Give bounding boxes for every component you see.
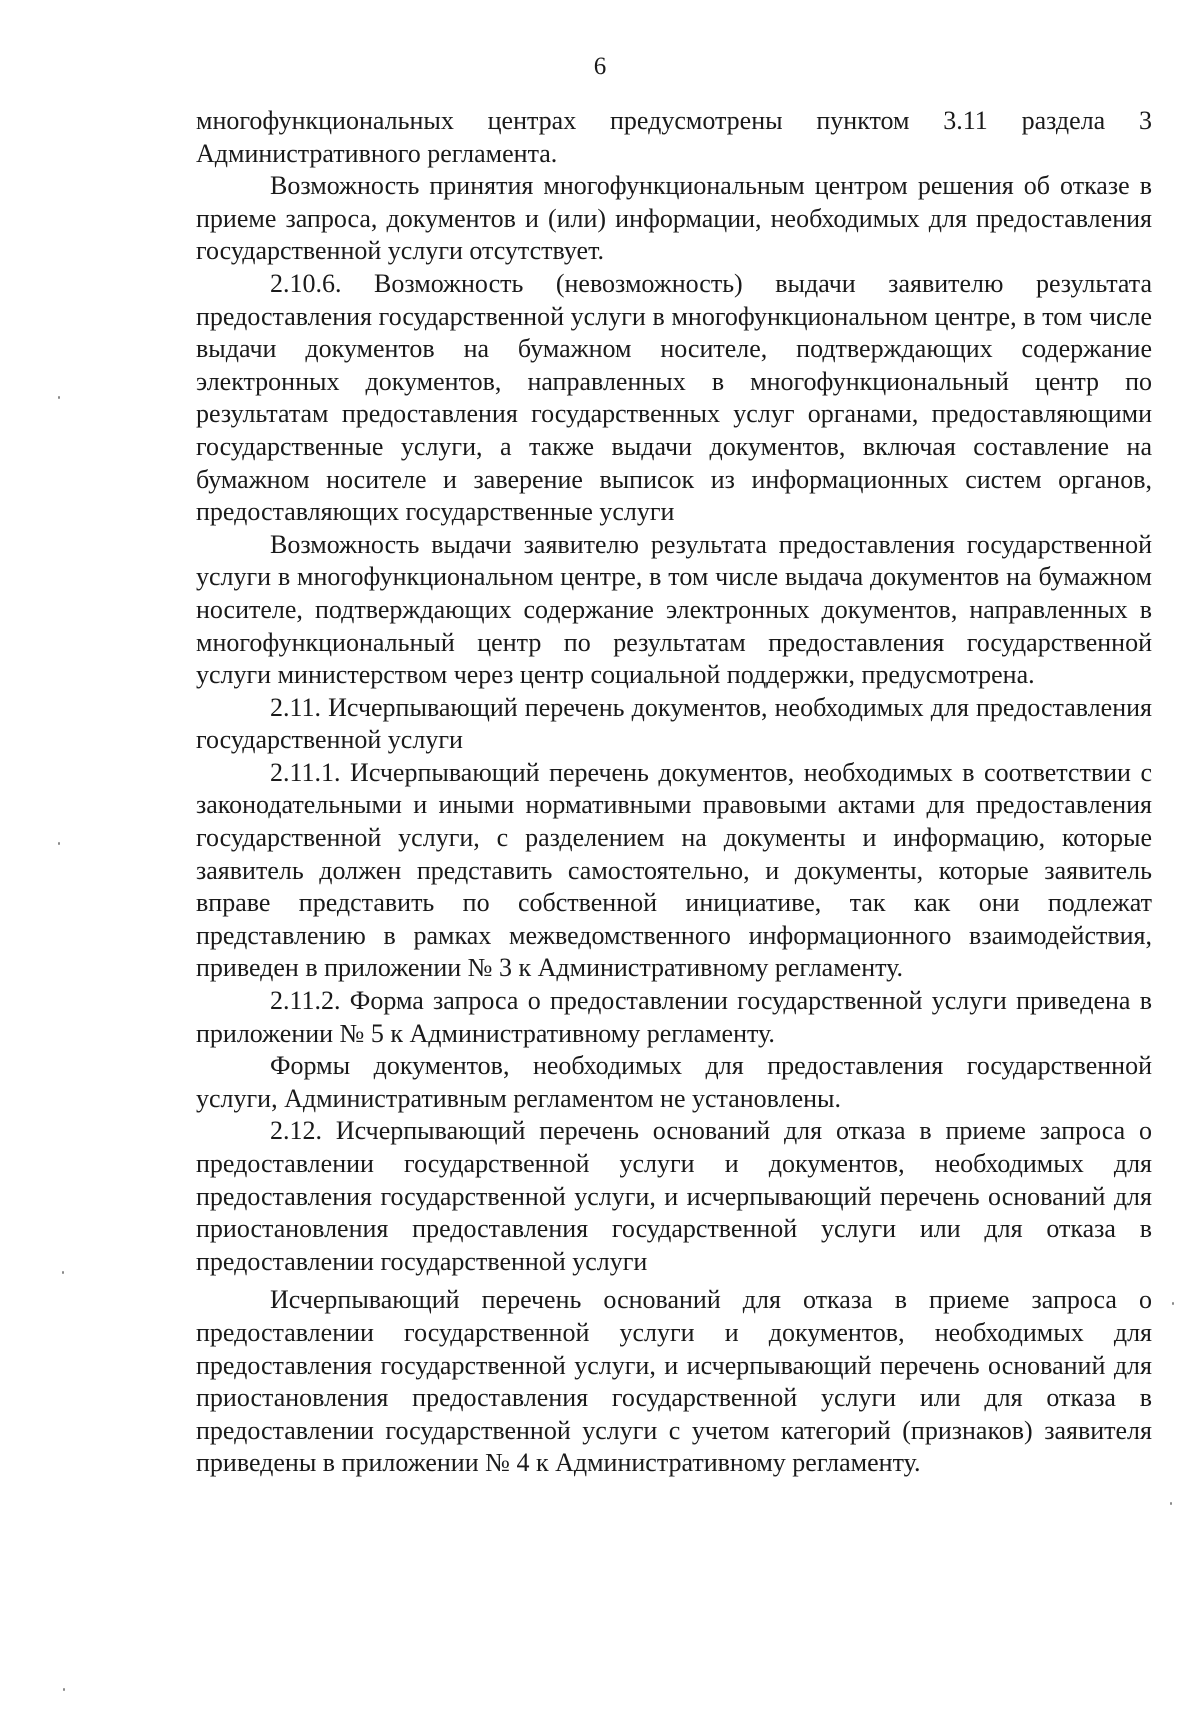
paragraph-mfc-refusal: Возможность принятия многофункциональным центром решения об отказе в приеме запроса, документов и (или) информации, необходимых для предоставления государственной услуги отсутствует. — [196, 171, 1152, 266]
paragraph-2-12-heading: 2.12. Исчерпывающий перечень оснований для отказа в приеме запроса о предоставлении государственной услуги и документов, необходимых для предоставления государственной услуги, и исчерпывающий перечень оснований для приостановления предоставления государственной услуги или для отказа в предоставлении государственной услуги — [196, 1116, 1152, 1276]
paragraph-2-10-6-text: Возможность выдачи заявителю результата предоставления государственной услуги в многофункциональном центре, в том числе выдача документов на бумажном носителе, подтверждающих содержание электронных документов, направленных в многофункциональный центр по результатам предоставления государственной услуги министерством через центр социальной поддержки, предусмотрена. — [196, 529, 1152, 690]
scan-speck — [1172, 1302, 1174, 1305]
paragraph-document-forms: Формы документов, необходимых для предоставления государственной услуги, Административным регламентом не установлены. — [196, 1051, 1152, 1113]
scan-speck — [1170, 1502, 1172, 1505]
document-body — [196, 105, 1152, 1480]
paragraph-continuation: многофункциональных центрах предусмотрены пунктом 3.11 раздела 3 Административного регламента. — [196, 106, 1152, 168]
scan-speck — [58, 842, 60, 845]
scan-speck — [62, 1271, 64, 1274]
paragraph-2-12-text: Исчерпывающий перечень оснований для отказа в приеме запроса о предоставлении государственной услуги и документов, необходимых для предоставления государственной услуги, и исчерпывающий перечень оснований для приостановления предоставления государственной услуги или для отказа в предоставлении государственной услуги с учетом категорий (признаков) заявителя приведены в приложении № 4 к Административному регламенту. — [196, 1285, 1152, 1478]
paragraph-2-11-heading: 2.11. Исчерпывающий перечень документов, необходимых для предоставления государственной услуги — [196, 692, 1152, 755]
page-number: 6 — [593, 53, 607, 80]
paragraph-2-11-2: 2.11.2. Форма запроса о предоставлении государственной услуги приведена в приложении № 5 к Административному регламенту. — [196, 986, 1152, 1048]
scan-speck — [63, 1688, 65, 1691]
scan-speck — [58, 396, 60, 399]
paragraph-2-11-1: 2.11.1. Исчерпывающий перечень документов, необходимых в соответствии с законодательными и иными нормативными правовыми актами для предоставления государственной услуги, с разделением на документы и информацию, которые заявитель должен представить самостоятельно, и документы, которые заявитель вправе представить по собственной инициативе, так как они подлежат представлению в рамках межведомственного информационного взаимодействия, приведен в приложении № 3 к Административному регламенту. — [196, 757, 1152, 983]
paragraph-2-10-6-heading: 2.10.6. Возможность (невозможность) выдачи заявителю результата предоставления государственной услуги в многофункциональном центре, в том числе выдачи документов на бумажном носителе, подтверждающих содержание электронных документов, направленных в многофункциональный центр по результатам предоставления государственных услуг органами, предоставляющими государственные услуги, а также выдачи документов, включая составление на бумажном носителе и заверение выписок из информационных систем органов, предоставляющих государственные услуги — [196, 268, 1152, 527]
